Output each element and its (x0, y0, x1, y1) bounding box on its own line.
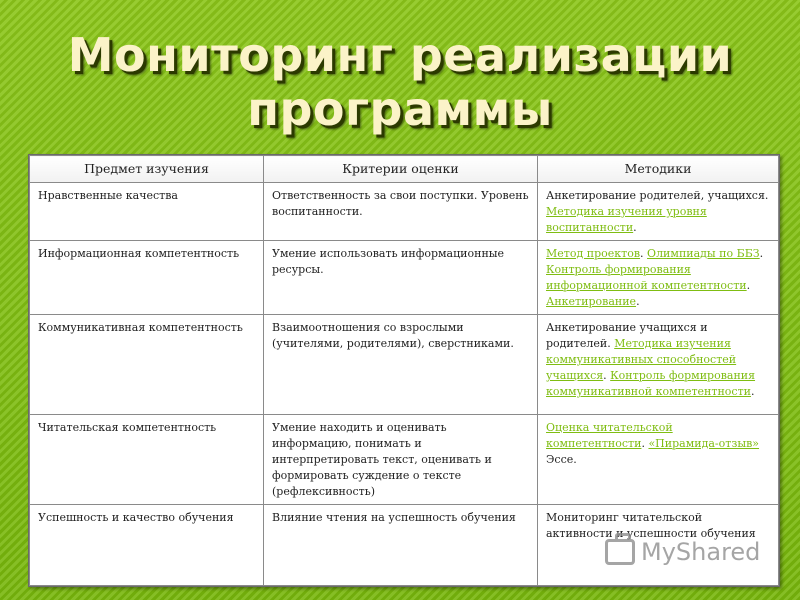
method-text: . (746, 279, 751, 292)
myshared-watermark (605, 538, 760, 566)
header-criteria: Критерии оценки (264, 156, 538, 183)
method-link[interactable]: Контроль формирования коммуникативной компетентности (546, 369, 756, 398)
slide-title-line-2: программы (247, 82, 553, 136)
method-text: Эссе. (546, 453, 577, 466)
method-text: . (640, 247, 648, 260)
method-link[interactable]: Метод проектов (546, 247, 641, 260)
table-row (30, 183, 779, 241)
cell-methods (538, 415, 779, 505)
method-link[interactable]: Методика изучения коммуникативных способностей учащихся (546, 337, 737, 382)
table-row (30, 241, 779, 315)
cell-methods (538, 315, 779, 415)
method-link[interactable]: Олимпиады по ББЗ (647, 247, 760, 260)
method-link[interactable]: Анкетирование (546, 295, 637, 308)
method-link[interactable]: «Пирамида-отзыв» (648, 437, 760, 450)
method-text: Анкетирование родителей, учащихся. (546, 189, 769, 202)
slide-title-line-1: Мониторинг реализации (67, 28, 733, 82)
method-text: . (641, 437, 649, 450)
cell-criteria: Умение находить и оценивать информацию, понимать и интерпретировать текст, оценивать и формировать суждение о тексте (рефлексивность) (264, 415, 538, 505)
cell-criteria: Ответственность за свои поступки. Уровень воспитанности. (264, 183, 538, 241)
cell-criteria: Взаимоотношения со взрослыми (учителями, родителями), сверстниками. (264, 315, 538, 415)
cell-subject: Читательская компетентность (30, 415, 264, 505)
header-subject: Предмет изучения (30, 156, 264, 183)
table-row (30, 415, 779, 505)
method-text: . (636, 295, 640, 308)
method-link[interactable]: Оценка читательской компетентности (546, 421, 673, 450)
cell-subject: Информационная компетентность (30, 241, 264, 315)
method-text: Анкетирование учащихся и родителей. (546, 321, 708, 350)
table-header-row (30, 156, 779, 183)
method-text: . (603, 369, 611, 382)
slide-title (0, 28, 800, 136)
cell-criteria: Влияние чтения на успешность обучения (264, 505, 538, 586)
monitoring-table (28, 154, 780, 587)
watermark-text: MyShared (641, 538, 761, 566)
method-text: . (759, 247, 764, 260)
cell-subject: Коммуникативная компетентность (30, 315, 264, 415)
method-text: . (751, 385, 755, 398)
method-text: . (633, 221, 637, 234)
header-methods: Методики (538, 156, 779, 183)
cell-methods (538, 183, 779, 241)
method-text: Мониторинг читательской активности и успешности обучения (546, 511, 756, 540)
method-link[interactable]: Методика изучения уровня воспитанности (546, 205, 707, 234)
cell-methods (538, 241, 779, 315)
cell-subject: Успешность и качество обучения (30, 505, 264, 586)
cell-criteria: Умение использовать информационные ресурсы. (264, 241, 538, 315)
presentation-icon (605, 539, 635, 565)
cell-subject: Нравственные качества (30, 183, 264, 241)
table-row (30, 315, 779, 415)
method-link[interactable]: Контроль формирования информационной компетентности (546, 263, 747, 292)
